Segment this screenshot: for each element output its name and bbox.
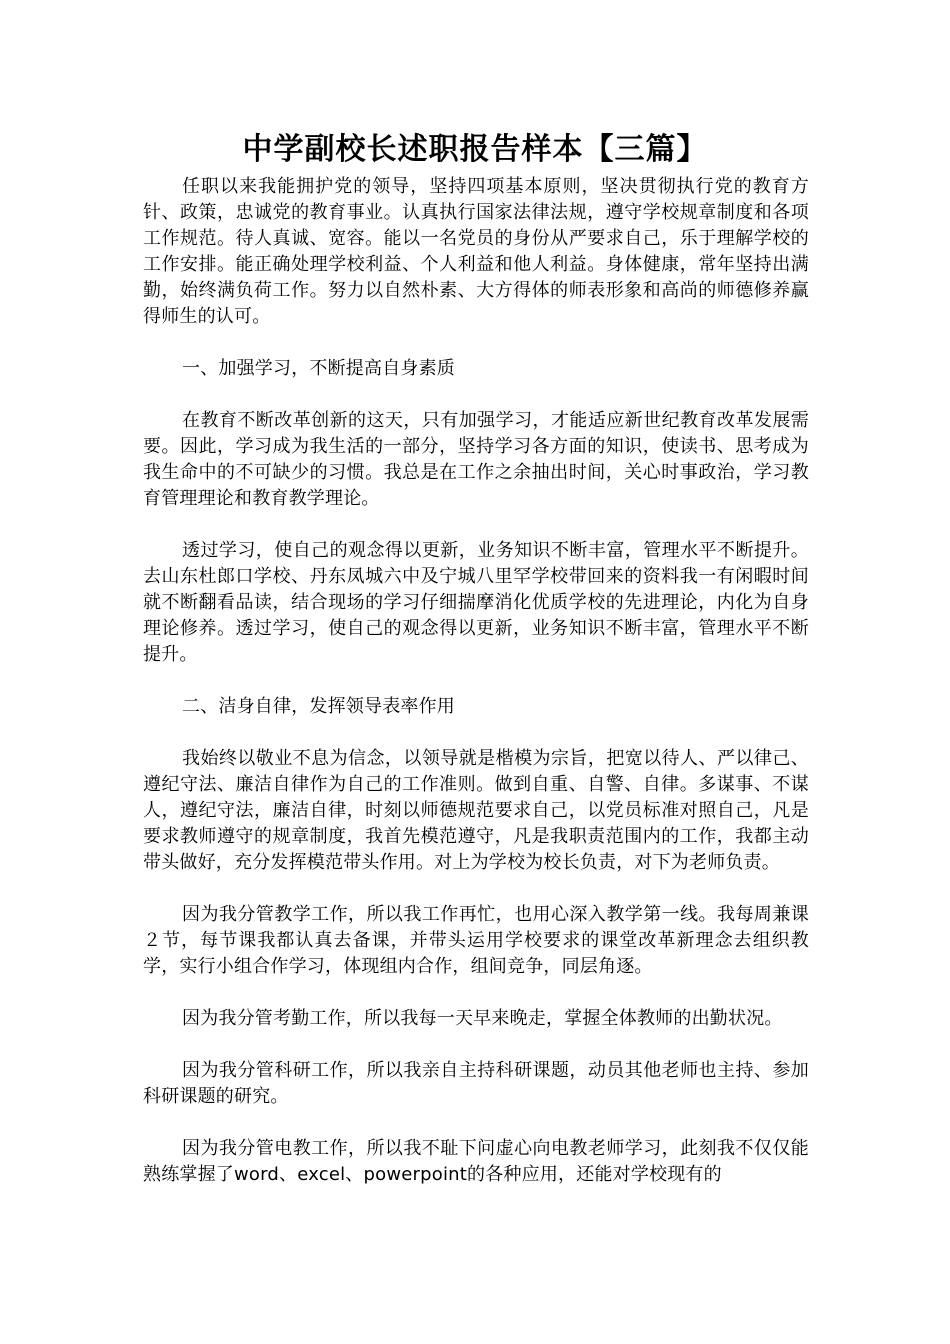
paragraph-intro: 任职以来我能拥护党的领导，坚持四项基本原则，坚决贯彻执行党的教育方针、政策，忠诚党的教育事业。认真执行国家法律法规，遵守学校规章制度和各项工作规范。待人真诚、宽容。能以一名党员的身份从严要求自己，乐于理解学校的工作安排。能正确处理学校利益、个人利益和他人利益。身体健康，常年坚持出满勤，始终满负荷工作。努力以自然朴素、大方得体的师表形象和高尚的师德修养赢得师生的认可。 bbox=[143, 176, 809, 327]
paragraph-self-discipline: 我始终以敬业不息为信念，以领导就是楷模为宗旨，把宽以待人、严以律己、遵纪守法、廉洁自律作为自己的工作准则。做到自重、自警、自律。多谋事、不谋人，遵纪守法，廉洁自律，时刻以师德规范要求自己，以党员标准对照自己，凡是要求教师遵守的规章制度，我首先模范遵守，凡是我职责范围内的工作，我都主动带头做好，充分发挥模范带头作用。对上为学校为校长负责，对下为老师负责。 bbox=[143, 748, 809, 873]
paragraph-teaching: 因为我分管教学工作，所以我工作再忙，也用心深入教学第一线。我每周兼课２节，每节课我都认真去备课，并带头运用学校要求的课堂改革新理念去组织教学，实行小组合作学习，体现组内合作，组间竞争，同层角逐。 bbox=[143, 904, 809, 977]
paragraph-research: 因为我分管科研工作，所以我亲自主持科研课题，动员其他老师也主持、参加科研课题的研究。 bbox=[143, 1060, 809, 1107]
document-title: 中学副校长述职报告样本【三篇】 bbox=[242, 132, 708, 167]
paragraph-study: 在教育不断改革创新的这天，只有加强学习，才能适应新世纪教育改革发展需要。因此，学习成为我生活的一部分，坚持学习各方面的知识，使读书、思考成为我生命中的不可缺少的习惯。我总是在工作之余抽出时间，关心时事政治，学习教育管理理论和教育教学理论。 bbox=[143, 410, 809, 509]
document-body bbox=[143, 174, 809, 1214]
paragraph-study-result: 透过学习，使自己的观念得以更新，业务知识不断丰富，管理水平不断提升。去山东杜郎口学校、丹东凤城六中及宁城八里罕学校带回来的资料我一有闲暇时间就不断翻看品读，结合现场的学习仔细揣摩消化优质学校的先进理论，内化为自身理论修养。透过学习，使自己的观念得以更新，业务知识不断丰富，管理水平不断提升。 bbox=[143, 540, 809, 665]
section-heading-2: 二、洁身自律，发挥领导表率作用 bbox=[182, 696, 455, 717]
paragraph-attendance: 因为我分管考勤工作，所以我每一天早来晚走，掌握全体教师的出勤状况。 bbox=[182, 1008, 783, 1029]
section-heading-1: 一、加强学习，不断提高自身素质 bbox=[182, 358, 455, 379]
paragraph-av-education: 因为我分管电教工作，所以我不耻下问虚心向电教老师学习，此刻我不仅仅能熟练掌握了word、excel、powerpoint的各种应用，还能对学校现有的 bbox=[143, 1138, 809, 1185]
